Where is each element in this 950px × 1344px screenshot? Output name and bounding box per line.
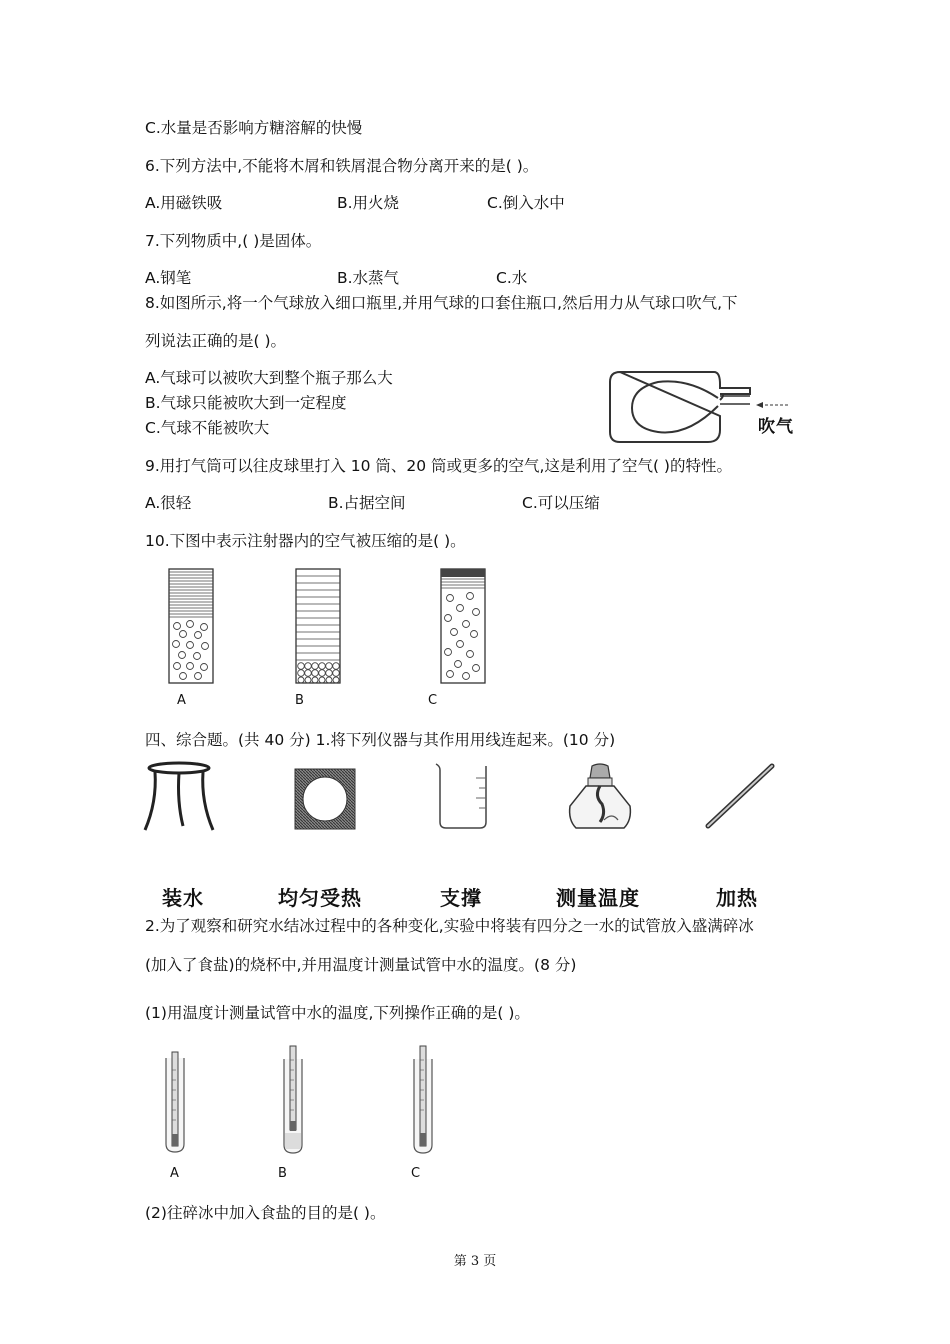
q2-intro-line1: 2.为了观察和研究水结冰过程中的各种变化,实验中将装有四分之一水的试管放入盛满碎冰 xyxy=(145,917,754,935)
thermo-tube-c xyxy=(412,1045,434,1155)
syringe-b xyxy=(295,568,341,684)
q7-option-a: A.钢笔 xyxy=(145,269,192,287)
thermo-tube-b xyxy=(282,1045,304,1155)
q8-option-c: C.气球不能被吹大 xyxy=(145,419,270,437)
question-10: 10.下图中表示注射器内的空气被压缩的是( )。 xyxy=(145,532,466,550)
use-heating: 加热 xyxy=(716,886,758,910)
section-4-heading: 四、综合题。(共 40 分) 1.将下列仪器与其作用用线连起来。(10 分) xyxy=(145,731,616,749)
thermo-c-label: C xyxy=(411,1166,421,1181)
syringe-a-label: A xyxy=(177,693,186,708)
thermo-tube-a xyxy=(164,1050,186,1154)
q7-option-b: B.水蒸气 xyxy=(337,269,400,287)
q2-sub2: (2)往碎冰中加入食盐的目的是( )。 xyxy=(145,1204,386,1222)
thermo-b-label: B xyxy=(278,1166,287,1181)
q6-option-b: B.用火烧 xyxy=(337,194,400,212)
use-even-heating: 均匀受热 xyxy=(278,886,362,910)
q9-option-a: A.很轻 xyxy=(145,494,192,512)
syringe-c-label: C xyxy=(428,693,438,708)
syringe-a xyxy=(168,568,214,684)
blow-air-label: 吹气 xyxy=(758,417,794,437)
q9-option-b: B.占据空间 xyxy=(328,494,406,512)
question-6: 6.下列方法中,不能将木屑和铁屑混合物分离开来的是( )。 xyxy=(145,157,539,175)
syringe-c xyxy=(440,568,486,684)
q7-option-c: C.水 xyxy=(496,269,528,287)
question-7: 7.下列物质中,( )是固体。 xyxy=(145,232,322,250)
use-hold-water: 装水 xyxy=(162,886,204,910)
question-9: 9.用打气筒可以往皮球里打入 10 筒、20 筒或更多的空气,这是利用了空气( )的特性。 xyxy=(145,457,732,475)
asbestos-gauze-icon xyxy=(294,768,356,830)
q8-option-b: B.气球只能被吹大到一定程度 xyxy=(145,394,347,412)
q6-option-c: C.倒入水中 xyxy=(487,194,565,212)
use-measure-temperature: 测量温度 xyxy=(556,886,640,910)
beaker-icon xyxy=(434,762,490,830)
question-8-line1: 8.如图所示,将一个气球放入细口瓶里,并用气球的口套住瓶口,然后用力从气球口吹气,下 xyxy=(145,294,738,312)
use-support: 支撑 xyxy=(440,886,482,910)
question-8-line2: 列说法正确的是( )。 xyxy=(145,332,287,350)
alcohol-lamp-icon xyxy=(566,762,634,832)
tripod-stand-icon xyxy=(143,762,215,834)
thermometer-icon xyxy=(704,762,776,830)
syringe-b-label: B xyxy=(295,693,304,708)
thermo-a-label: A xyxy=(170,1166,179,1181)
q6-option-a: A.用磁铁吸 xyxy=(145,194,223,212)
q8-option-a: A.气球可以被吹大到整个瓶子那么大 xyxy=(145,369,393,387)
q5-option-c: C.水量是否影响方糖溶解的快慢 xyxy=(145,119,363,137)
q9-option-c: C.可以压缩 xyxy=(522,494,600,512)
q2-sub1: (1)用温度计测量试管中水的温度,下列操作正确的是( )。 xyxy=(145,1004,530,1022)
q2-intro-line2: (加入了食盐)的烧杯中,并用温度计测量试管中水的温度。(8 分) xyxy=(145,956,577,974)
page-footer: 第 3 页 xyxy=(453,1254,497,1269)
